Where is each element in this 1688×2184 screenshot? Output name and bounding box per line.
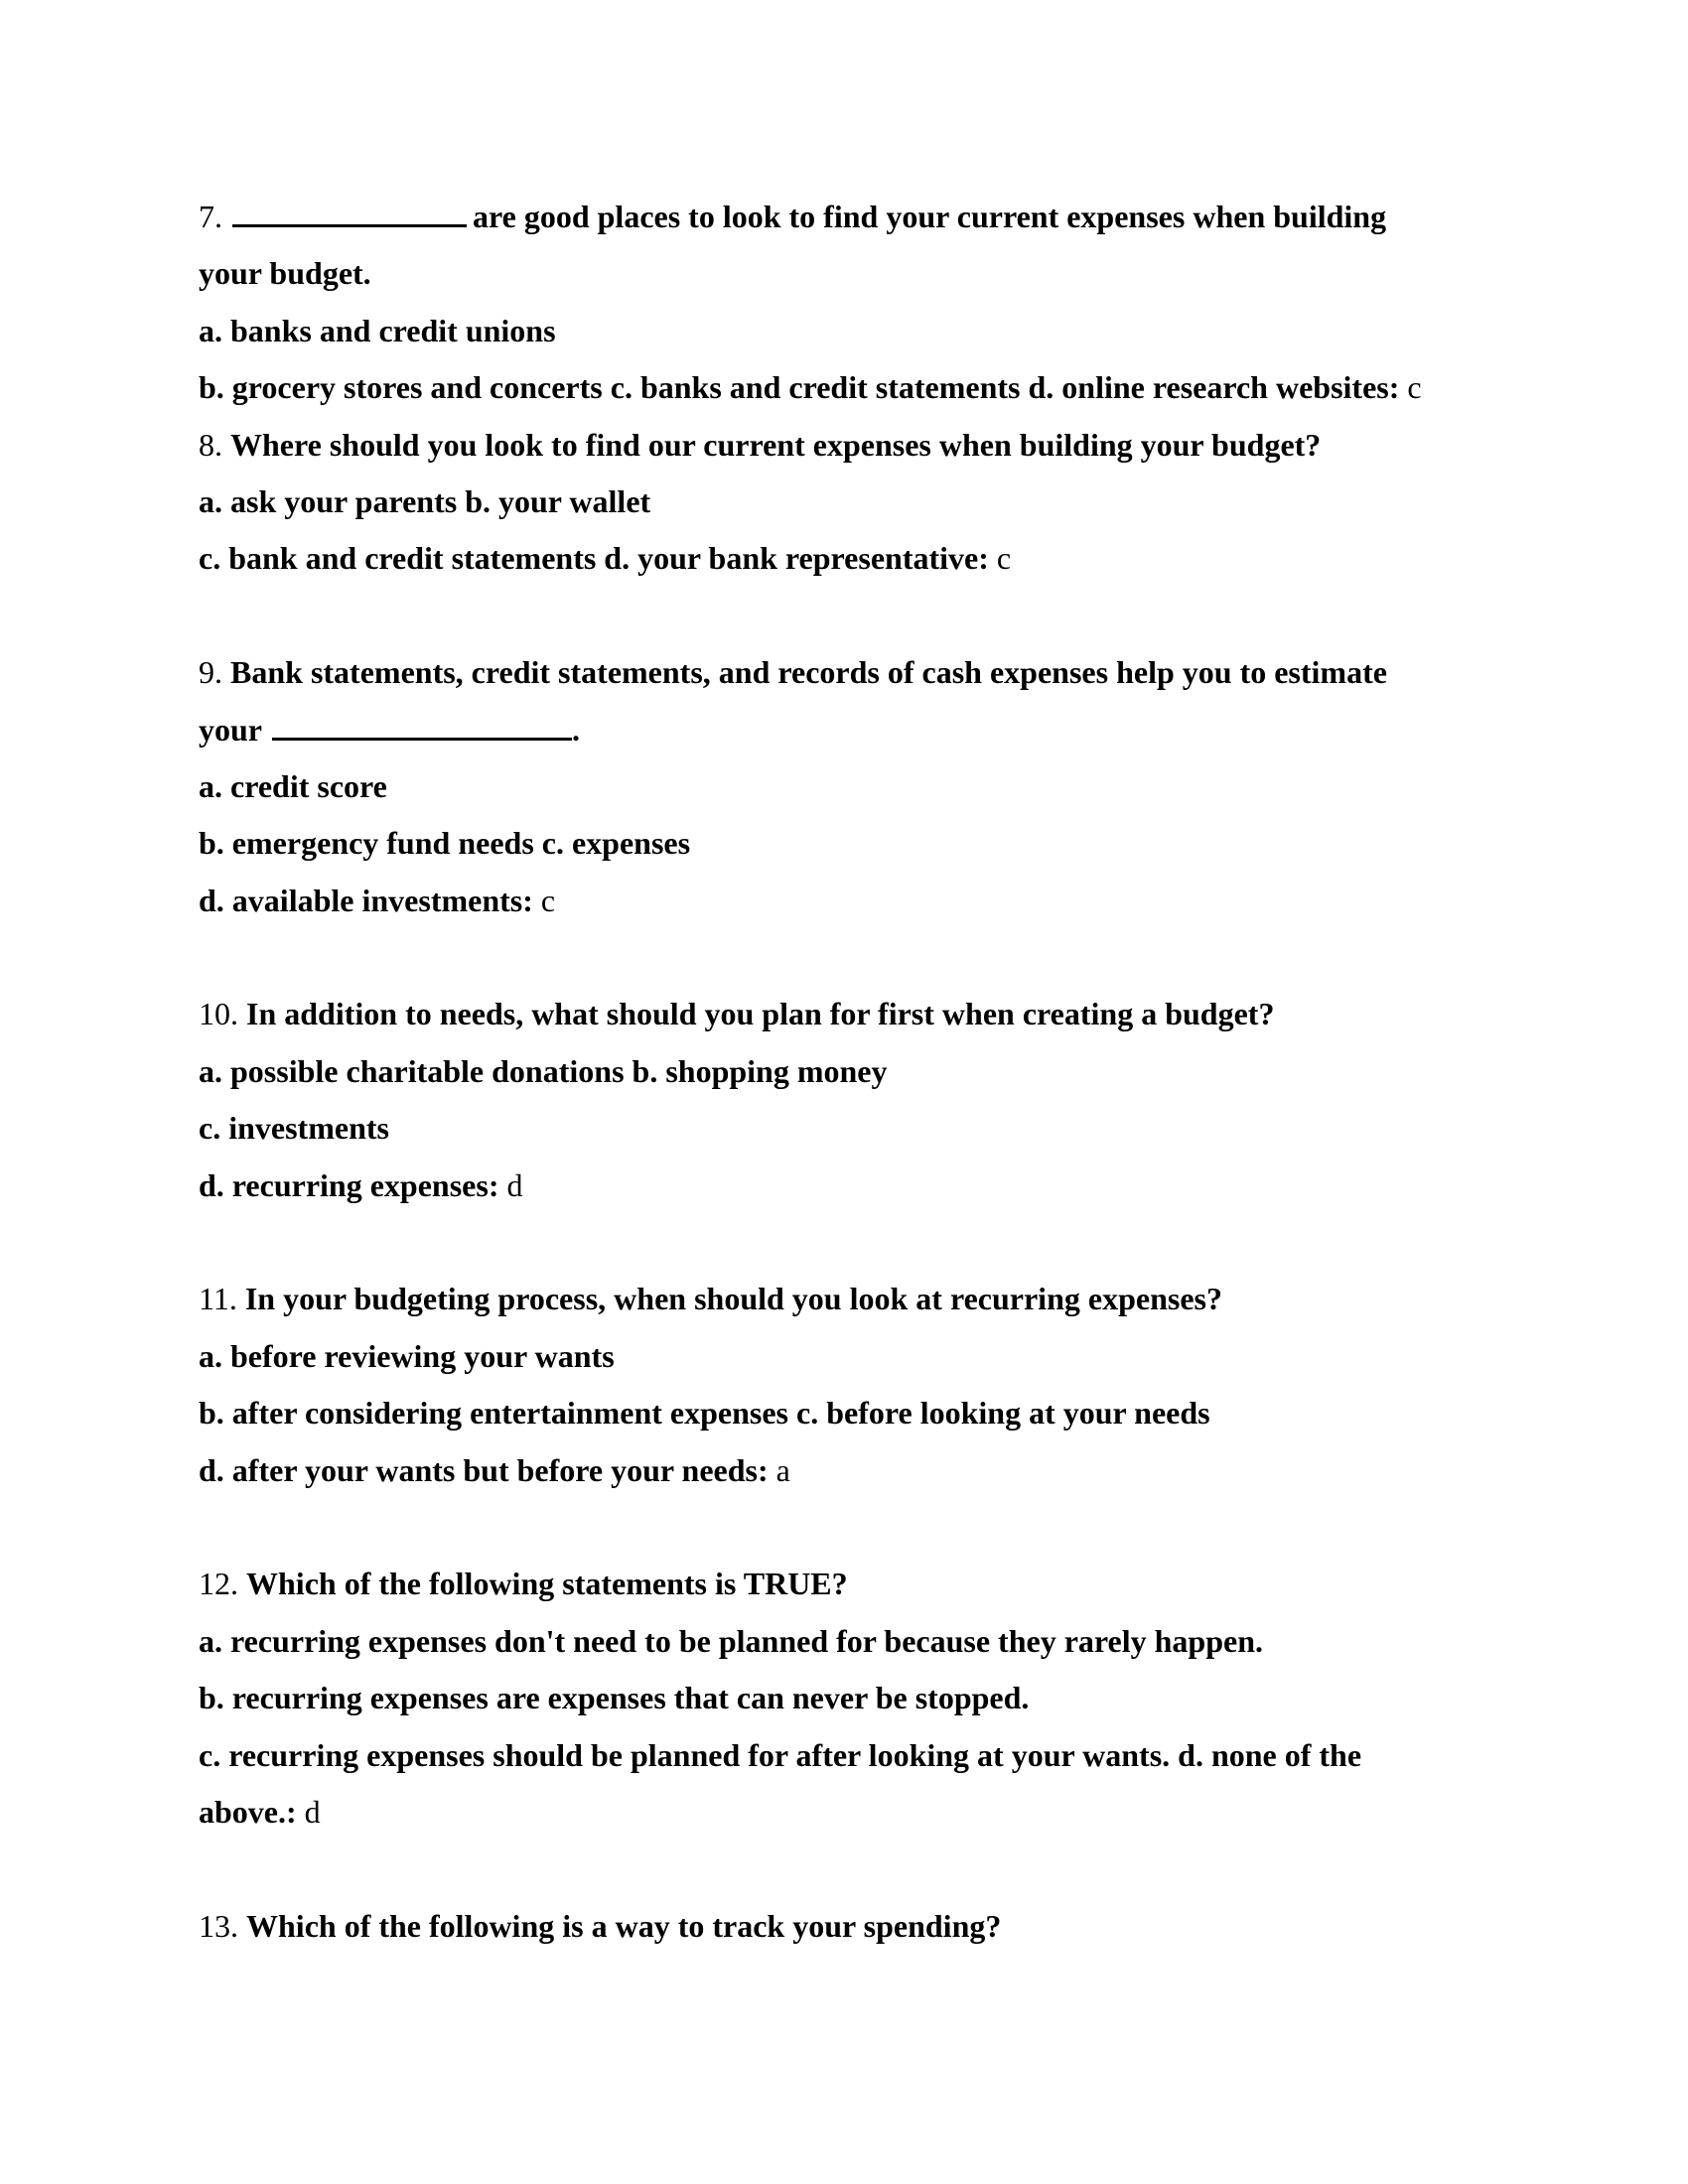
option-text: c. recurring expenses should be planned for after looking at your wants. d. none of the	[199, 1736, 1362, 1773]
question-number: 12.	[199, 1566, 238, 1602]
spacer	[199, 1499, 1499, 1556]
question-text: In addition to needs, what should you plan for first when creating a budget?	[246, 996, 1275, 1032]
question-text: Which of the following statements is TRUE?	[246, 1566, 848, 1602]
option-text: c. investments	[199, 1110, 389, 1147]
option-text: a. ask your parents b. your wallet	[199, 482, 651, 519]
question-11-option-a	[199, 1328, 1499, 1385]
option-text: a. recurring expenses don't need to be planned for because they rarely happen.	[199, 1622, 1264, 1659]
question-10-options-ab	[199, 1043, 1499, 1100]
question-7-options-bcd	[199, 359, 1499, 416]
answer-key: d	[304, 1793, 321, 1830]
question-12-option-b	[199, 1670, 1499, 1726]
option-text: a. banks and credit unions	[199, 312, 556, 348]
answer-key: c	[1407, 369, 1422, 406]
question-8-options-cd	[199, 530, 1499, 587]
question-12-options-cd	[199, 1727, 1499, 1784]
question-number: 10.	[199, 996, 238, 1032]
option-text: c. bank and credit statements d. your bank representative:	[199, 540, 989, 577]
question-text: your budget.	[199, 255, 371, 292]
question-13-stem	[199, 1898, 1499, 1955]
option-text: d. available investments:	[199, 882, 533, 918]
question-11-stem	[199, 1271, 1499, 1327]
question-10-option-c	[199, 1100, 1499, 1157]
question-11-options-bc	[199, 1385, 1499, 1441]
question-number: 9.	[199, 654, 222, 691]
question-text-end: .	[572, 711, 580, 748]
question-12-stem	[199, 1556, 1499, 1612]
option-text: a. before reviewing your wants	[199, 1337, 615, 1374]
spacer	[199, 588, 1499, 644]
question-7-stem-cont	[199, 245, 1499, 302]
option-text: d. recurring expenses:	[199, 1166, 499, 1203]
question-9-stem	[199, 644, 1499, 701]
option-text: b. after considering entertainment expenses c. before looking at your needs	[199, 1395, 1210, 1432]
question-8-stem	[199, 417, 1499, 474]
fill-in-blank	[272, 708, 572, 741]
question-number: 7.	[199, 199, 222, 234]
option-text: d. after your wants but before your needs:	[199, 1451, 769, 1488]
question-number: 11.	[199, 1281, 237, 1317]
question-10-option-d	[199, 1158, 1499, 1214]
answer-key: c	[540, 882, 556, 918]
document-page	[199, 189, 1499, 1955]
question-number: 13.	[199, 1907, 238, 1944]
option-text: above.:	[199, 1793, 297, 1830]
question-7-option-a	[199, 303, 1499, 359]
question-text: Bank statements, credit statements, and records of cash expenses help you to estimate	[230, 654, 1387, 691]
question-12-options-cd-cont	[199, 1784, 1499, 1841]
answer-key: d	[506, 1166, 523, 1203]
question-11-option-d	[199, 1442, 1499, 1499]
spacer	[199, 929, 1499, 986]
option-text: a. possible charitable donations b. shopping money	[199, 1052, 888, 1089]
question-text: your	[199, 711, 262, 748]
question-9-option-d	[199, 873, 1499, 929]
option-text: b. recurring expenses are expenses that can never be stopped.	[199, 1680, 1030, 1716]
question-10-stem	[199, 986, 1499, 1042]
fill-in-blank	[232, 195, 467, 227]
answer-key: a	[775, 1451, 790, 1488]
question-text: Which of the following is a way to track your spending?	[246, 1907, 1002, 1944]
spacer	[199, 1841, 1499, 1897]
question-12-option-a	[199, 1613, 1499, 1670]
question-9-stem-cont	[199, 702, 1499, 758]
question-8-options-ab	[199, 474, 1499, 530]
question-text: are good places to look to find your current expenses when building	[473, 199, 1387, 234]
option-text: a. credit score	[199, 767, 387, 804]
option-text: b. emergency fund needs c. expenses	[199, 825, 691, 862]
question-number: 8.	[199, 426, 222, 463]
question-text: Where should you look to find our current expenses when building your budget?	[230, 426, 1322, 463]
question-9-options-bc	[199, 815, 1499, 872]
spacer	[199, 1214, 1499, 1271]
option-text: b. grocery stores and concerts c. banks and credit statements d. online research websites:	[199, 369, 1400, 406]
answer-key: c	[996, 540, 1012, 577]
question-text: In your budgeting process, when should you look at recurring expenses?	[244, 1281, 1222, 1317]
question-9-option-a	[199, 758, 1499, 815]
question-7-stem	[199, 189, 1499, 245]
